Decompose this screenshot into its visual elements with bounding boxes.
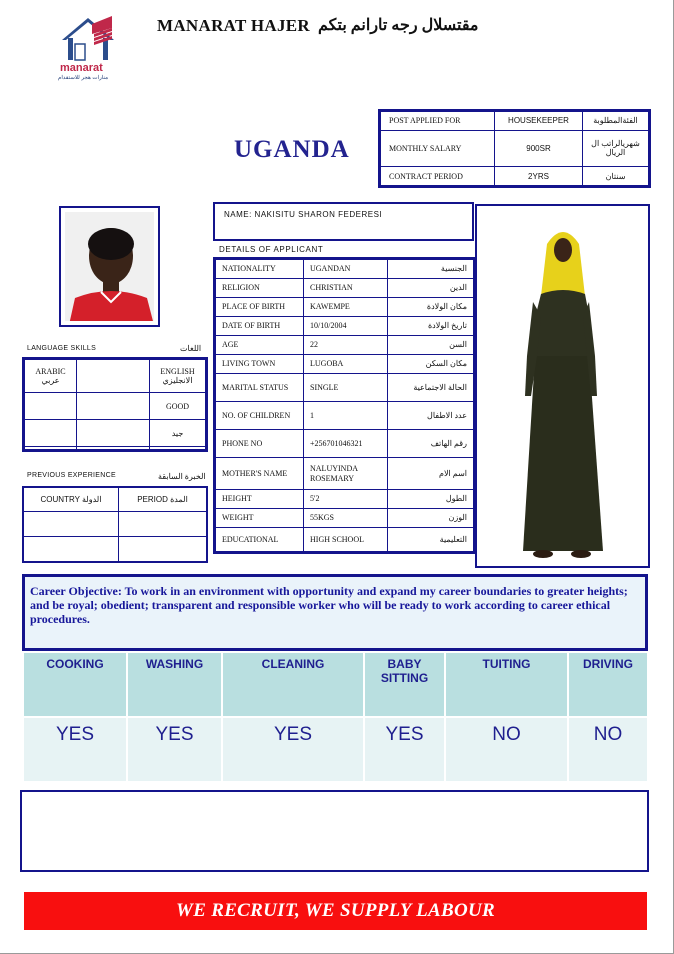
detail-arabic: التعليمية (388, 528, 474, 552)
detail-value: 1 (304, 402, 388, 430)
agency-title: MANARAT HAJER (157, 16, 310, 35)
post-label: MONTHLY SALARY (381, 130, 495, 166)
arabic-label-ar: عربي (41, 376, 60, 385)
house-logo-icon (58, 12, 118, 64)
skill-value: YES (222, 717, 364, 782)
empty-cell (25, 447, 77, 450)
detail-value: UGANDAN (304, 260, 388, 279)
english-header (150, 360, 206, 393)
experience-heading-arabic: الخبرة السابقة (158, 472, 206, 481)
detail-label: LIVING TOWN (216, 355, 304, 374)
experience-heading: PREVIOUS EXPERIENCE (27, 472, 116, 479)
post-value: HOUSEKEEPER (495, 112, 583, 131)
skill-name: WASHING (127, 652, 222, 717)
detail-arabic: الجنسية (388, 260, 474, 279)
empty-cell (77, 447, 150, 450)
detail-value: HIGH SCHOOL (304, 528, 388, 552)
skills-value-row (23, 717, 648, 782)
detail-arabic: اسم الام (388, 458, 474, 490)
detail-arabic: تاريخ الولادة (388, 317, 474, 336)
experience-table (22, 486, 208, 563)
detail-arabic: مكان الولادة (388, 298, 474, 317)
detail-arabic: مكان السكن (388, 355, 474, 374)
english-level: GOOD (150, 393, 206, 420)
detail-label: PLACE OF BIRTH (216, 298, 304, 317)
table-row (216, 458, 474, 490)
detail-value: 55KGS (304, 509, 388, 528)
post-row (381, 130, 649, 166)
table-row (24, 488, 207, 512)
table-row (216, 374, 474, 402)
table-row (25, 360, 206, 393)
language-heading-arabic: اللغات (180, 344, 202, 353)
skill-value: NO (568, 717, 648, 782)
detail-arabic: الحالة الاجتماعية (388, 374, 474, 402)
table-row (24, 512, 207, 537)
detail-label: AGE (216, 336, 304, 355)
post-label: CONTRACT PERIOD (381, 167, 495, 186)
headshot-photo (59, 206, 160, 327)
language-heading: LANGUAGE SKILLS (27, 345, 97, 352)
detail-label: RELIGION (216, 279, 304, 298)
skill-name: COOKING (23, 652, 127, 717)
detail-value: 5'2 (304, 490, 388, 509)
fullbody-photo (475, 204, 650, 568)
detail-label: NO. OF CHILDREN (216, 402, 304, 430)
post-table (378, 109, 651, 188)
skill-name: DRIVING (568, 652, 648, 717)
post-row (381, 112, 649, 131)
arabic-header (25, 360, 77, 393)
fullbody-image (477, 206, 648, 566)
table-row (216, 336, 474, 355)
detail-value: SINGLE (304, 374, 388, 402)
detail-label: DATE OF BIRTH (216, 317, 304, 336)
detail-label: MOTHER'S NAME (216, 458, 304, 490)
detail-arabic: رقم الهاتف (388, 430, 474, 458)
detail-value: 22 (304, 336, 388, 355)
detail-value: LUGOBA (304, 355, 388, 374)
post-arabic: شهريالراتب ال الريال (583, 130, 649, 166)
post-arabic: الفئةالمطلوبة (583, 112, 649, 131)
applicant-name: NAME: NAKISITU SHARON FEDERESI (213, 202, 474, 241)
logo-wordmark: manarat (60, 62, 103, 74)
table-row (216, 298, 474, 317)
detail-arabic: الطول (388, 490, 474, 509)
career-objective: Career Objective: To work in an environment with opportunity and expand my career boundaries to greater heights; and be royal; obedient; transparent and responsible worker who will be ready to work according to career ethical procedures. (22, 574, 648, 651)
table-row (25, 393, 206, 420)
table-row (24, 537, 207, 562)
empty-cell (77, 360, 150, 393)
table-row (216, 490, 474, 509)
skill-value: NO (445, 717, 568, 782)
skills-table (22, 651, 649, 781)
empty-cell (24, 512, 119, 537)
skill-name: BABY SITTING (364, 652, 445, 717)
table-row (216, 430, 474, 458)
post-value: 900SR (495, 130, 583, 166)
empty-cell (25, 420, 77, 447)
table-row (216, 509, 474, 528)
agency-title-arabic: مقتسلال رجه تارانم بتكم (318, 17, 479, 34)
detail-arabic: الدين (388, 279, 474, 298)
empty-cell (119, 512, 207, 537)
english-level-ar: جيد (150, 420, 206, 447)
detail-label: WEIGHT (216, 509, 304, 528)
country-header: COUNTRY الدولة (24, 488, 119, 512)
table-row (216, 279, 474, 298)
skill-name: TUITING (445, 652, 568, 717)
post-value: 2YRS (495, 167, 583, 186)
skill-value: YES (23, 717, 127, 782)
table-row (25, 420, 206, 447)
country-heading: UGANDA (234, 136, 350, 163)
detail-value: NALUYINDA ROSEMARY (304, 458, 388, 490)
detail-value: +256701046321 (304, 430, 388, 458)
detail-label: NATIONALITY (216, 260, 304, 279)
detail-value: KAWEMPE (304, 298, 388, 317)
notes-box (20, 790, 649, 872)
detail-arabic: عدد الاطفال (388, 402, 474, 430)
table-row (216, 402, 474, 430)
table-row (216, 260, 474, 279)
post-label: POST APPLIED FOR (381, 112, 495, 131)
empty-cell (77, 420, 150, 447)
empty-cell (150, 447, 206, 450)
english-label-ar: الانجليزي (162, 376, 193, 385)
table-row (216, 317, 474, 336)
detail-arabic: السن (388, 336, 474, 355)
post-arabic: سنتان (583, 167, 649, 186)
detail-label: PHONE NO (216, 430, 304, 458)
empty-cell (24, 537, 119, 562)
empty-cell (25, 393, 77, 420)
details-heading: DETAILS OF APPLICANT (219, 245, 324, 254)
detail-label: HEIGHT (216, 490, 304, 509)
detail-label: EDUCATIONAL (216, 528, 304, 552)
table-row (216, 355, 474, 374)
period-header: PERIOD المدة (119, 488, 207, 512)
arabic-label: ARABIC (35, 367, 66, 376)
detail-value: CHRISTIAN (304, 279, 388, 298)
empty-cell (77, 393, 150, 420)
logo-subtitle: منارات هجر للاستقدام (58, 75, 109, 81)
english-label: ENGLISH (160, 367, 195, 376)
detail-arabic: الوزن (388, 509, 474, 528)
recruit-banner: WE RECRUIT, WE SUPPLY LABOUR (24, 892, 647, 930)
skills-header-row (23, 652, 648, 717)
detail-label: MARITAL STATUS (216, 374, 304, 402)
detail-value: 10/10/2004 (304, 317, 388, 336)
table-row (216, 528, 474, 552)
table-row (25, 447, 206, 450)
portrait-image (65, 212, 154, 321)
post-row (381, 167, 649, 186)
details-table (213, 257, 476, 554)
empty-cell (119, 537, 207, 562)
skill-name: CLEANING (222, 652, 364, 717)
language-table (22, 357, 208, 452)
skill-value: YES (364, 717, 445, 782)
skill-value: YES (127, 717, 222, 782)
